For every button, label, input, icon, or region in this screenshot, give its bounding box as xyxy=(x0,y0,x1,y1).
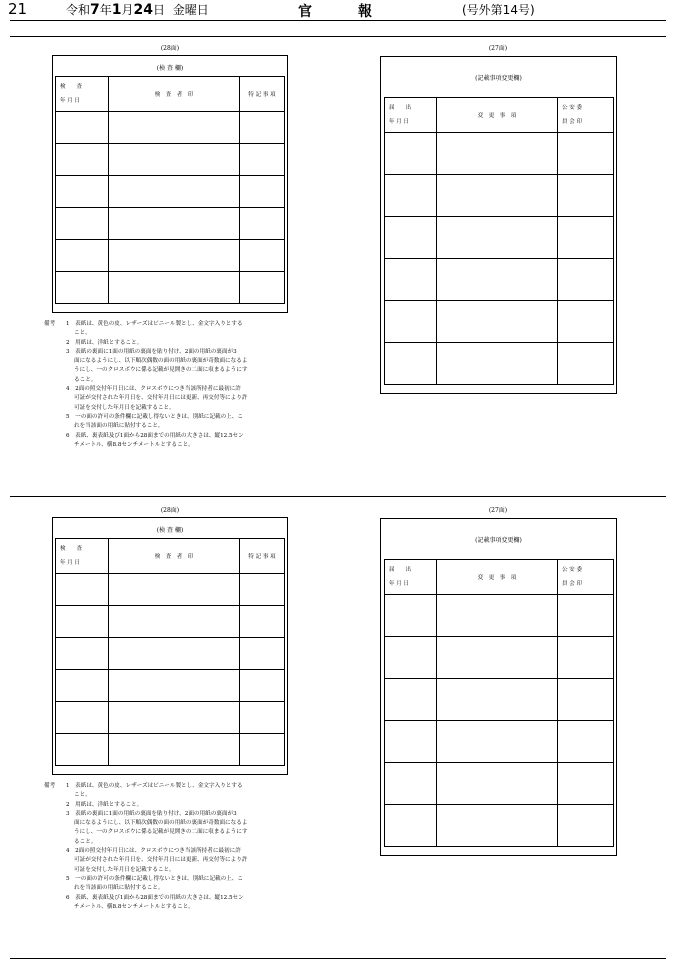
change-item-cell[interactable] xyxy=(437,679,558,721)
header-special-notes: 特 記 事 項 xyxy=(240,539,285,574)
inspection-table xyxy=(55,538,285,766)
special-notes-cell[interactable] xyxy=(240,240,285,272)
inspector-seal-cell[interactable] xyxy=(109,574,240,606)
commission-seal-cell[interactable] xyxy=(558,679,614,721)
remark-line: 可証が交付された年月日を、交付年月日には更新、再交付等により許 xyxy=(74,857,248,864)
issue-number: (号外第14号) xyxy=(462,3,535,17)
remark-line: 6 表紙、裏表紙及び1面から28面までの用紙の大きさは、縦12.5セン xyxy=(66,894,244,901)
form-28-frame xyxy=(52,517,288,775)
table-row xyxy=(56,606,285,638)
inspection-date-cell[interactable] xyxy=(56,574,109,606)
inspector-seal-cell[interactable] xyxy=(109,734,240,766)
inspector-seal-cell[interactable] xyxy=(109,606,240,638)
special-notes-cell[interactable] xyxy=(240,734,285,766)
form-27-frame xyxy=(380,518,617,856)
remark-line: 可証を交付した年月日を記載すること。 xyxy=(74,404,175,411)
filing-date-cell[interactable] xyxy=(385,595,437,637)
remarks-label: 備考 xyxy=(44,783,56,789)
inspection-table xyxy=(55,76,285,304)
commission-seal-cell[interactable] xyxy=(558,343,614,385)
form-27-caption: (27面) xyxy=(488,45,508,52)
form-28-title: (検 査 欄) xyxy=(156,65,184,72)
header-filing-date: 届 出 年 月 日 xyxy=(385,98,437,133)
special-notes-cell[interactable] xyxy=(240,702,285,734)
change-item-cell[interactable] xyxy=(437,217,558,259)
table-row xyxy=(385,217,614,259)
filing-date-cell[interactable] xyxy=(385,301,437,343)
commission-seal-cell[interactable] xyxy=(558,595,614,637)
special-notes-cell[interactable] xyxy=(240,144,285,176)
header-inspection-date: 検 査 年 月 日 xyxy=(56,539,109,574)
remark-line: 4 2面の照交付年月日には、クロスボウにつき当該所持者に最初に許 xyxy=(66,386,241,393)
inspector-seal-cell[interactable] xyxy=(109,112,240,144)
special-notes-cell[interactable] xyxy=(240,272,285,304)
commission-seal-cell[interactable] xyxy=(558,217,614,259)
remark-line: れを当該面の用紙に貼付すること。 xyxy=(74,885,164,892)
inspection-date-cell[interactable] xyxy=(56,240,109,272)
remarks-block xyxy=(44,320,314,450)
table-row xyxy=(56,240,285,272)
remarks-label: 備考 xyxy=(44,321,56,327)
commission-seal-cell[interactable] xyxy=(558,637,614,679)
header-inspector-seal: 検 査 者 印 xyxy=(109,77,240,112)
table-row xyxy=(385,133,614,175)
commission-seal-cell[interactable] xyxy=(558,259,614,301)
table-row xyxy=(56,144,285,176)
filing-date-cell[interactable] xyxy=(385,679,437,721)
inspection-date-cell[interactable] xyxy=(56,702,109,734)
change-item-cell[interactable] xyxy=(437,595,558,637)
gazette-title-kan: 官 xyxy=(298,4,312,20)
header-commission-seal: 公 安 委 員 会 印 xyxy=(558,560,614,595)
form-28-frame xyxy=(52,55,288,313)
section-rule-top xyxy=(10,36,666,37)
remark-line: チメートル、横8.8センチメートルとすること。 xyxy=(74,441,194,448)
inspector-seal-cell[interactable] xyxy=(109,208,240,240)
table-row xyxy=(385,301,614,343)
remark-line: うにし、一のクロスボウに係る記載が見開きの二面に収まるようにす xyxy=(74,829,248,836)
change-record-table xyxy=(384,97,614,385)
remark-line: こと。 xyxy=(74,330,91,337)
inspection-date-cell[interactable] xyxy=(56,606,109,638)
form-28-caption: (28面) xyxy=(160,507,180,514)
change-item-cell[interactable] xyxy=(437,259,558,301)
remarks-block xyxy=(44,782,314,912)
remark-line: チメートル、横8.8センチメートルとすること。 xyxy=(74,903,194,910)
inspection-date-cell[interactable] xyxy=(56,638,109,670)
inspection-date-cell[interactable] xyxy=(56,144,109,176)
table-row xyxy=(56,638,285,670)
commission-seal-cell[interactable] xyxy=(558,805,614,847)
inspector-seal-cell[interactable] xyxy=(109,144,240,176)
remark-line: 2 用紙は、洋紙とすること。 xyxy=(66,339,143,346)
header-rule xyxy=(10,20,666,21)
table-row xyxy=(56,702,285,734)
page-header xyxy=(0,0,676,20)
change-item-cell[interactable] xyxy=(437,301,558,343)
inspector-seal-cell[interactable] xyxy=(109,670,240,702)
inspector-seal-cell[interactable] xyxy=(109,702,240,734)
remark-line: ること。 xyxy=(74,838,97,845)
header-commission-seal: 公 安 委 員 会 印 xyxy=(558,98,614,133)
change-item-cell[interactable] xyxy=(437,175,558,217)
change-item-cell[interactable] xyxy=(437,637,558,679)
remark-line: 面になるようにし、以下順次偶数の面の用紙の裏面が奇数面になるよ xyxy=(74,358,248,365)
table-row xyxy=(56,112,285,144)
remark-line: 4 2面の照交付年月日には、クロスボウにつき当該所持者に最初に許 xyxy=(66,848,241,855)
inspection-date-cell[interactable] xyxy=(56,176,109,208)
filing-date-cell[interactable] xyxy=(385,805,437,847)
table-row xyxy=(385,679,614,721)
header-inspection-date: 検 査 年 月 日 xyxy=(56,77,109,112)
special-notes-cell[interactable] xyxy=(240,208,285,240)
table-row xyxy=(385,259,614,301)
change-item-cell[interactable] xyxy=(437,721,558,763)
filing-date-cell[interactable] xyxy=(385,133,437,175)
change-item-cell[interactable] xyxy=(437,133,558,175)
form-28-caption: (28面) xyxy=(160,45,180,52)
header-filing-date: 届 出 年 月 日 xyxy=(385,560,437,595)
special-notes-cell[interactable] xyxy=(240,670,285,702)
filing-date-cell[interactable] xyxy=(385,217,437,259)
special-notes-cell[interactable] xyxy=(240,176,285,208)
remark-line: 備考 1 表紙は、黄色の皮、レザーズはビニール製とし、金文字入りとする xyxy=(44,782,314,791)
table-row xyxy=(385,343,614,385)
remark-line: 面になるようにし、以下順次偶数の面の用紙の裏面が奇数面になるよ xyxy=(74,820,248,827)
table-row xyxy=(56,272,285,304)
special-notes-cell[interactable] xyxy=(240,638,285,670)
inspection-date-cell[interactable] xyxy=(56,208,109,240)
table-row xyxy=(385,805,614,847)
remark-line: 3 表紙の裏面に1面の用紙の裏面を貼り付け、2面の用紙の裏面が3 xyxy=(66,810,237,817)
issue-date: 令和7年1月24日 金曜日 xyxy=(66,2,209,18)
commission-seal-cell[interactable] xyxy=(558,763,614,805)
table-row xyxy=(385,721,614,763)
filing-date-cell[interactable] xyxy=(385,175,437,217)
table-row xyxy=(385,637,614,679)
inspection-date-cell[interactable] xyxy=(56,734,109,766)
special-notes-cell[interactable] xyxy=(240,606,285,638)
change-item-cell[interactable] xyxy=(437,763,558,805)
inspector-seal-cell[interactable] xyxy=(109,272,240,304)
header-inspector-seal: 検 査 者 印 xyxy=(109,539,240,574)
inspection-date-cell[interactable] xyxy=(56,670,109,702)
remark-line: こと。 xyxy=(74,792,91,799)
remark-line: ること。 xyxy=(74,376,97,383)
page-number: 21 xyxy=(8,0,28,18)
header-change-items: 変 更 事 項 xyxy=(437,560,558,595)
change-item-cell[interactable] xyxy=(437,805,558,847)
table-row xyxy=(56,670,285,702)
table-row xyxy=(56,176,285,208)
table-row xyxy=(385,595,614,637)
section-rule-middle xyxy=(10,496,666,497)
form-28-title: (検 査 欄) xyxy=(156,527,184,534)
change-record-table xyxy=(384,559,614,847)
filing-date-cell[interactable] xyxy=(385,637,437,679)
commission-seal-cell[interactable] xyxy=(558,301,614,343)
remark-line: 備考 1 表紙は、黄色の皮、レザーズはビニール製とし、金文字入りとする xyxy=(44,320,314,329)
table-row xyxy=(385,175,614,217)
commission-seal-cell[interactable] xyxy=(558,721,614,763)
remark-line: 可証を交付した年月日を記載すること。 xyxy=(74,866,175,873)
header-change-items: 変 更 事 項 xyxy=(437,98,558,133)
filing-date-cell[interactable] xyxy=(385,763,437,805)
special-notes-cell[interactable] xyxy=(240,574,285,606)
form-27-frame xyxy=(380,56,617,394)
gazette-title-hou: 報 xyxy=(358,4,372,20)
commission-seal-cell[interactable] xyxy=(558,175,614,217)
form-27-caption: (27面) xyxy=(488,507,508,514)
inspector-seal-cell[interactable] xyxy=(109,638,240,670)
remark-line: 可証が交付された年月日を、交付年月日には更新、再交付等により許 xyxy=(74,395,248,402)
table-row xyxy=(56,734,285,766)
remark-line: 5 一の面の許可の条件欄に記載し得ないときは、別紙に記載の上、こ xyxy=(66,875,243,882)
remark-line: れを当該面の用紙に貼付すること。 xyxy=(74,423,164,430)
remark-line: 5 一の面の許可の条件欄に記載し得ないときは、別紙に記載の上、こ xyxy=(66,413,243,420)
table-row xyxy=(385,763,614,805)
remark-line: 2 用紙は、洋紙とすること。 xyxy=(66,801,143,808)
remark-line: 3 表紙の裏面に1面の用紙の裏面を貼り付け、2面の用紙の裏面が3 xyxy=(66,348,237,355)
remark-line: うにし、一のクロスボウに係る記載が見開きの二面に収まるようにす xyxy=(74,367,248,374)
inspection-date-cell[interactable] xyxy=(56,272,109,304)
header-special-notes: 特 記 事 項 xyxy=(240,77,285,112)
inspector-seal-cell[interactable] xyxy=(109,240,240,272)
filing-date-cell[interactable] xyxy=(385,259,437,301)
section-rule-bottom xyxy=(10,958,666,959)
inspector-seal-cell[interactable] xyxy=(109,176,240,208)
table-row xyxy=(56,208,285,240)
form-27-title: (記載事項変更欄) xyxy=(475,537,522,544)
filing-date-cell[interactable] xyxy=(385,343,437,385)
filing-date-cell[interactable] xyxy=(385,721,437,763)
inspection-date-cell[interactable] xyxy=(56,112,109,144)
special-notes-cell[interactable] xyxy=(240,112,285,144)
change-item-cell[interactable] xyxy=(437,343,558,385)
form-27-title: (記載事項変更欄) xyxy=(475,75,522,82)
remark-line: 6 表紙、裏表紙及び1面から28面までの用紙の大きさは、縦12.5セン xyxy=(66,432,244,439)
table-row xyxy=(56,574,285,606)
commission-seal-cell[interactable] xyxy=(558,133,614,175)
